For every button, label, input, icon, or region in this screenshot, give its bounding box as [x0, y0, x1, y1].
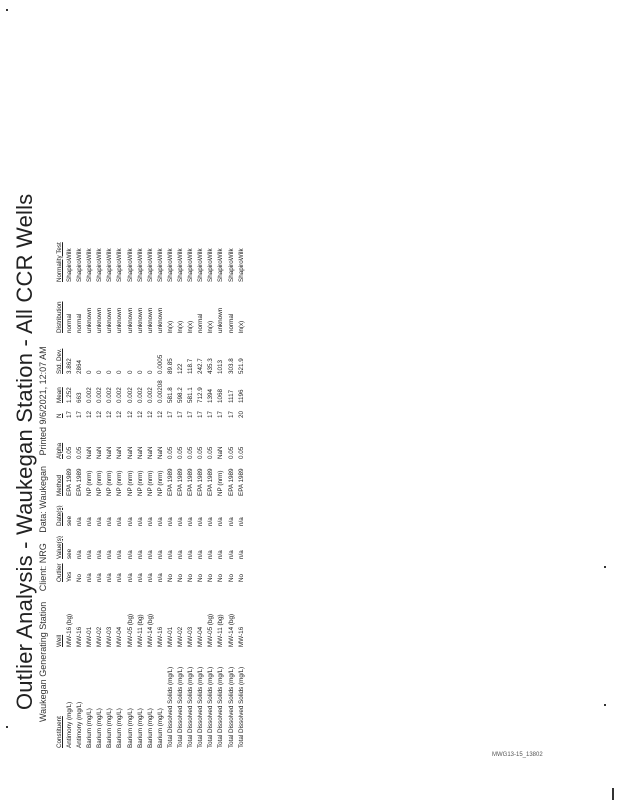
column-header: Normality Test: [55, 242, 63, 282]
table-cell: unknown: [136, 307, 144, 333]
table-cell: MW-04: [197, 626, 205, 647]
table-cell: 12: [146, 410, 154, 418]
table-cell: n/a: [96, 550, 104, 559]
table-cell: NaN: [86, 446, 94, 459]
table-cell: NP (nrm): [106, 470, 114, 496]
table-cell: ln(x): [237, 320, 245, 333]
table-cell: n/a: [106, 517, 114, 526]
table-cell: 1068: [217, 388, 225, 403]
table-row: [95, 229, 105, 748]
table-cell: unknown: [156, 307, 164, 333]
table-cell: n/a: [156, 517, 164, 526]
table-cell: 89.85: [166, 358, 174, 374]
table-cell: n/a: [116, 550, 124, 559]
table-cell: ShapiroWilk: [156, 248, 164, 282]
table-cell: n/a: [136, 517, 144, 526]
column-header: Std. Dev.: [55, 348, 63, 374]
table-cell: 12: [126, 410, 134, 418]
table-cell: 1196: [237, 389, 245, 403]
table-cell: 0.05: [187, 446, 195, 459]
table-cell: n/a: [86, 550, 94, 559]
table-cell: 12: [136, 410, 144, 418]
column-header: Outlier: [55, 563, 63, 582]
table-cell: n/a: [207, 550, 215, 559]
column-header: Value(s): [55, 536, 63, 559]
table-cell: 17: [166, 410, 174, 418]
table-cell: 17: [177, 410, 185, 418]
table-cell: 303.8: [227, 358, 235, 374]
table-cell: unknown: [217, 307, 225, 333]
table-cell: Total Dissolved Solids (mg/L): [237, 666, 245, 748]
table-cell: 12: [116, 410, 124, 418]
column-header: Method: [55, 474, 63, 496]
report-subtitle: [38, 338, 48, 722]
scan-dot: [604, 704, 606, 706]
table-cell: 0: [116, 370, 124, 374]
table-cell: NaN: [106, 446, 114, 459]
table-cell: ShapiroWilk: [166, 248, 174, 282]
table-cell: NaN: [146, 446, 154, 459]
table-cell: 435.3: [207, 358, 215, 374]
table-cell: EPA 1989: [227, 468, 235, 496]
table-cell: 1013: [217, 359, 225, 374]
table-cell: MW-16: [237, 626, 245, 647]
table-cell: NaN: [136, 446, 144, 459]
table-cell: ShapiroWilk: [86, 248, 94, 282]
table-cell: 12: [156, 410, 164, 418]
table-cell: Total Dissolved Solids (mg/L): [177, 666, 185, 748]
table-cell: 0: [106, 370, 114, 374]
table-cell: No: [76, 573, 84, 582]
subtitle-printed: Printed 9/6/2021, 12:07 AM: [38, 346, 48, 456]
table-cell: Barium (mg/L): [136, 708, 144, 748]
table-cell: MW-05 (bg): [207, 613, 215, 647]
table-cell: 17: [227, 410, 235, 418]
table-cell: 0.002: [136, 387, 144, 403]
table-cell: 0.002: [116, 387, 124, 403]
table-cell: see: [66, 548, 73, 559]
table-cell: 17: [187, 410, 195, 418]
table-cell: ShapiroWilk: [227, 248, 235, 282]
table-cell: n/a: [86, 573, 94, 582]
table-row: [136, 229, 146, 748]
table-row: [156, 229, 166, 748]
table-cell: 2864: [76, 359, 84, 374]
table-cell: n/a: [187, 550, 195, 559]
table-cell: n/a: [126, 517, 134, 526]
table-cell: Barium (mg/L): [126, 708, 134, 748]
table-cell: n/a: [146, 573, 154, 582]
table-cell: 0.05: [227, 446, 235, 459]
table-cell: ShapiroWilk: [116, 248, 124, 282]
table-cell: n/a: [146, 517, 154, 526]
table-cell: Total Dissolved Solids (mg/L): [227, 666, 235, 748]
table-cell: ShapiroWilk: [217, 248, 225, 282]
table-cell: ShapiroWilk: [197, 248, 205, 282]
table-cell: 0.05: [237, 446, 245, 459]
table-row: [237, 229, 247, 748]
scan-dot: [6, 9, 8, 11]
table-cell: n/a: [237, 517, 245, 526]
table-cell: n/a: [166, 517, 174, 526]
table-cell: ln(x): [187, 320, 195, 333]
table-cell: unknown: [86, 307, 94, 333]
table-cell: No: [187, 573, 195, 582]
table-cell: 17: [197, 410, 205, 418]
table-cell: n/a: [96, 517, 104, 526]
table-cell: MW-16: [76, 626, 84, 647]
table-cell: n/a: [177, 517, 185, 526]
table-cell: n/a: [136, 573, 144, 582]
table-cell: 598.2: [177, 387, 185, 403]
table-cell: normal: [66, 313, 73, 333]
table-cell: n/a: [96, 573, 104, 582]
table-cell: No: [237, 573, 245, 582]
table-row: [216, 229, 226, 748]
table-cell: ShapiroWilk: [96, 248, 104, 282]
table-cell: n/a: [126, 573, 134, 582]
table-cell: Total Dissolved Solids (mg/L): [197, 666, 205, 748]
table-cell: normal: [76, 313, 84, 333]
table-cell: EPA 1989: [207, 468, 215, 496]
table-cell: 12: [96, 410, 104, 418]
table-cell: 17: [207, 410, 215, 418]
table-cell: n/a: [227, 550, 235, 559]
table-cell: 17: [217, 410, 225, 418]
table-cell: unknown: [126, 307, 134, 333]
table-cell: unknown: [106, 307, 114, 333]
table-cell: 0: [86, 370, 94, 374]
table-cell: NaN: [126, 446, 134, 459]
table-cell: No: [197, 573, 205, 582]
table-cell: NaN: [116, 446, 124, 459]
table-row: [115, 229, 125, 748]
outlier-table: [54, 229, 247, 748]
column-header: Alpha: [55, 442, 63, 459]
table-cell: ln(x): [207, 320, 215, 333]
table-cell: 0.00208: [156, 380, 164, 403]
table-cell: EPA 1989: [237, 468, 245, 496]
table-cell: ShapiroWilk: [207, 248, 215, 282]
table-cell: n/a: [86, 517, 94, 526]
table-cell: MW-16 (bg): [66, 613, 73, 647]
table-row: [206, 229, 216, 748]
table-cell: NP (nrm): [146, 470, 154, 496]
table-cell: n/a: [237, 550, 245, 559]
table-cell: NP (nrm): [217, 470, 225, 496]
table-cell: n/a: [187, 517, 195, 526]
table-cell: ShapiroWilk: [237, 248, 245, 282]
table-cell: ShapiroWilk: [76, 248, 84, 282]
column-header: Constituent: [55, 716, 63, 748]
table-cell: Barium (mg/L): [116, 708, 124, 748]
table-cell: 0.05: [177, 446, 185, 459]
table-cell: unknown: [116, 307, 124, 333]
table-cell: EPA 1989: [76, 468, 84, 496]
table-cell: NaN: [217, 446, 225, 459]
table-cell: n/a: [197, 517, 205, 526]
subtitle-data: Data: Waukegan: [38, 465, 48, 533]
table-cell: n/a: [156, 550, 164, 559]
table-cell: 17: [76, 410, 84, 418]
column-header: Date(s): [55, 505, 63, 526]
table-row: [227, 229, 237, 748]
table-cell: Barium (mg/L): [106, 708, 114, 748]
table-cell: No: [166, 573, 174, 582]
table-cell: 1.252: [66, 387, 73, 403]
table-cell: ShapiroWilk: [66, 248, 73, 282]
table-row: [176, 229, 186, 748]
table-cell: No: [227, 573, 235, 582]
column-header: Distribution: [55, 301, 63, 333]
table-row: [166, 229, 176, 748]
table-cell: NP (nrm): [136, 470, 144, 496]
table-cell: NP (nrm): [126, 470, 134, 496]
table-cell: n/a: [146, 550, 154, 559]
table-cell: n/a: [76, 550, 84, 559]
table-cell: 581.1: [187, 387, 195, 403]
table-cell: ShapiroWilk: [177, 248, 185, 282]
table-cell: 0.002: [86, 387, 94, 403]
table-cell: n/a: [106, 573, 114, 582]
table-cell: Total Dissolved Solids (mg/L): [207, 666, 215, 748]
table-cell: 242.7: [197, 358, 205, 374]
table-cell: 0: [96, 370, 104, 374]
table-cell: EPA 1989: [166, 468, 174, 496]
table-cell: n/a: [197, 550, 205, 559]
table-cell: n/a: [76, 517, 84, 526]
table-cell: EPA 1989: [177, 468, 185, 496]
table-cell: n/a: [217, 550, 225, 559]
table-row: [146, 229, 156, 748]
table-cell: 0: [126, 370, 134, 374]
table-cell: 663: [76, 392, 84, 403]
table-cell: ShapiroWilk: [187, 248, 195, 282]
table-cell: MW-01: [86, 626, 94, 647]
table-cell: Total Dissolved Solids (mg/L): [166, 666, 174, 748]
table-cell: 0: [146, 370, 154, 374]
table-cell: Yes: [66, 571, 73, 582]
table-cell: MW-01: [166, 626, 174, 647]
table-cell: Barium (mg/L): [86, 708, 94, 748]
table-cell: 521.9: [237, 358, 245, 374]
table-cell: unknown: [96, 307, 104, 333]
table-cell: 0.0005: [156, 354, 164, 374]
table-cell: Total Dissolved Solids (mg/L): [217, 666, 225, 748]
table-row: [105, 229, 115, 748]
table-cell: Barium (mg/L): [96, 708, 104, 748]
table-cell: MW-03: [106, 626, 114, 647]
table-cell: ShapiroWilk: [106, 248, 114, 282]
table-cell: n/a: [177, 550, 185, 559]
table-cell: 0.05: [207, 446, 215, 459]
table-cell: ln(x): [166, 320, 174, 333]
table-cell: 0.002: [106, 387, 114, 403]
table-cell: n/a: [106, 550, 114, 559]
column-header: Mean: [55, 387, 63, 403]
table-cell: No: [177, 573, 185, 582]
table-cell: 0.05: [66, 446, 73, 459]
table-cell: EPA 1989: [197, 468, 205, 496]
table-cell: No: [217, 573, 225, 582]
table-cell: 0.05: [197, 446, 205, 459]
table-cell: MW-03: [187, 626, 195, 647]
table-cell: Barium (mg/L): [146, 708, 154, 748]
table-cell: Antimony (mg/L): [76, 701, 84, 748]
table-cell: n/a: [126, 550, 134, 559]
table-cell: MW-02: [177, 626, 185, 647]
table-cell: 12: [106, 410, 114, 418]
table-cell: ShapiroWilk: [126, 248, 134, 282]
table-cell: MW-11 (bg): [136, 614, 144, 647]
table-cell: ShapiroWilk: [136, 248, 144, 282]
table-cell: 17: [66, 410, 73, 418]
table-cell: NP (nrm): [116, 470, 124, 496]
table-cell: 20: [237, 410, 245, 418]
subtitle-station: Waukegan Generating Station: [38, 601, 48, 722]
table-cell: n/a: [116, 517, 124, 526]
table-cell: unknown: [146, 307, 154, 333]
table-cell: ShapiroWilk: [146, 248, 154, 282]
subtitle-client: Client: NRG: [38, 543, 48, 592]
table-body: [65, 229, 247, 748]
table-cell: EPA 1989: [66, 468, 73, 496]
table-row: [75, 229, 85, 748]
table-cell: MW-05 (bg): [126, 613, 134, 647]
table-cell: MW-11 (bg): [217, 614, 225, 647]
table-cell: Antimony (mg/L): [66, 701, 73, 748]
table-cell: 1394: [207, 388, 215, 403]
table-cell: n/a: [227, 517, 235, 526]
table-cell: NP (nrm): [96, 470, 104, 496]
table-cell: n/a: [156, 573, 164, 582]
table-cell: NP (nrm): [156, 470, 164, 496]
bates-number: MWG13-15_13802: [492, 752, 543, 758]
table-cell: Total Dissolved Solids (mg/L): [187, 666, 195, 748]
table-cell: 118.7: [187, 358, 195, 374]
table-cell: 0.05: [76, 446, 84, 459]
table-row: [196, 229, 206, 748]
table-cell: 3.862: [66, 358, 73, 374]
report-title: Outlier Analysis - Waukegan Station - All CCR Wells: [12, 193, 37, 710]
table-cell: ln(x): [177, 320, 185, 333]
table-cell: n/a: [116, 573, 124, 582]
table-cell: n/a: [217, 517, 225, 526]
table-header-row: [54, 229, 65, 748]
table-cell: NaN: [96, 446, 104, 459]
scan-mark: [612, 788, 614, 800]
table-cell: 0.002: [126, 387, 134, 403]
table-cell: 0.002: [96, 387, 104, 403]
table-cell: n/a: [166, 550, 174, 559]
table-cell: NP (nrm): [86, 470, 94, 496]
table-cell: normal: [197, 313, 205, 333]
table-cell: normal: [227, 313, 235, 333]
table-cell: n/a: [136, 550, 144, 559]
table-cell: 581.8: [166, 387, 174, 403]
table-row: [126, 229, 136, 748]
table-cell: 0.05: [166, 446, 174, 459]
table-row: [65, 229, 75, 748]
scan-dot: [6, 726, 8, 728]
column-header: Well: [55, 634, 63, 647]
table-cell: 0: [136, 370, 144, 374]
table-row: [186, 229, 196, 748]
table-cell: Barium (mg/L): [156, 708, 164, 748]
table-cell: MW-02: [96, 626, 104, 647]
table-cell: EPA 1989: [187, 468, 195, 496]
column-header: N: [55, 413, 63, 418]
table-cell: 122: [177, 363, 185, 374]
scan-dot: [604, 566, 606, 568]
table-cell: 1117: [227, 389, 235, 403]
table-cell: MW-16: [156, 626, 164, 647]
table-cell: see: [66, 515, 73, 526]
table-cell: MW-14 (bg): [227, 613, 235, 647]
table-cell: MW-14 (bg): [146, 613, 154, 647]
table-cell: 712.9: [197, 387, 205, 403]
table-cell: 0.002: [146, 387, 154, 403]
table-cell: NaN: [156, 446, 164, 459]
table-row: [85, 229, 95, 748]
table-cell: No: [207, 573, 215, 582]
table-cell: MW-04: [116, 626, 124, 647]
table-cell: n/a: [207, 517, 215, 526]
table-cell: 12: [86, 410, 94, 418]
